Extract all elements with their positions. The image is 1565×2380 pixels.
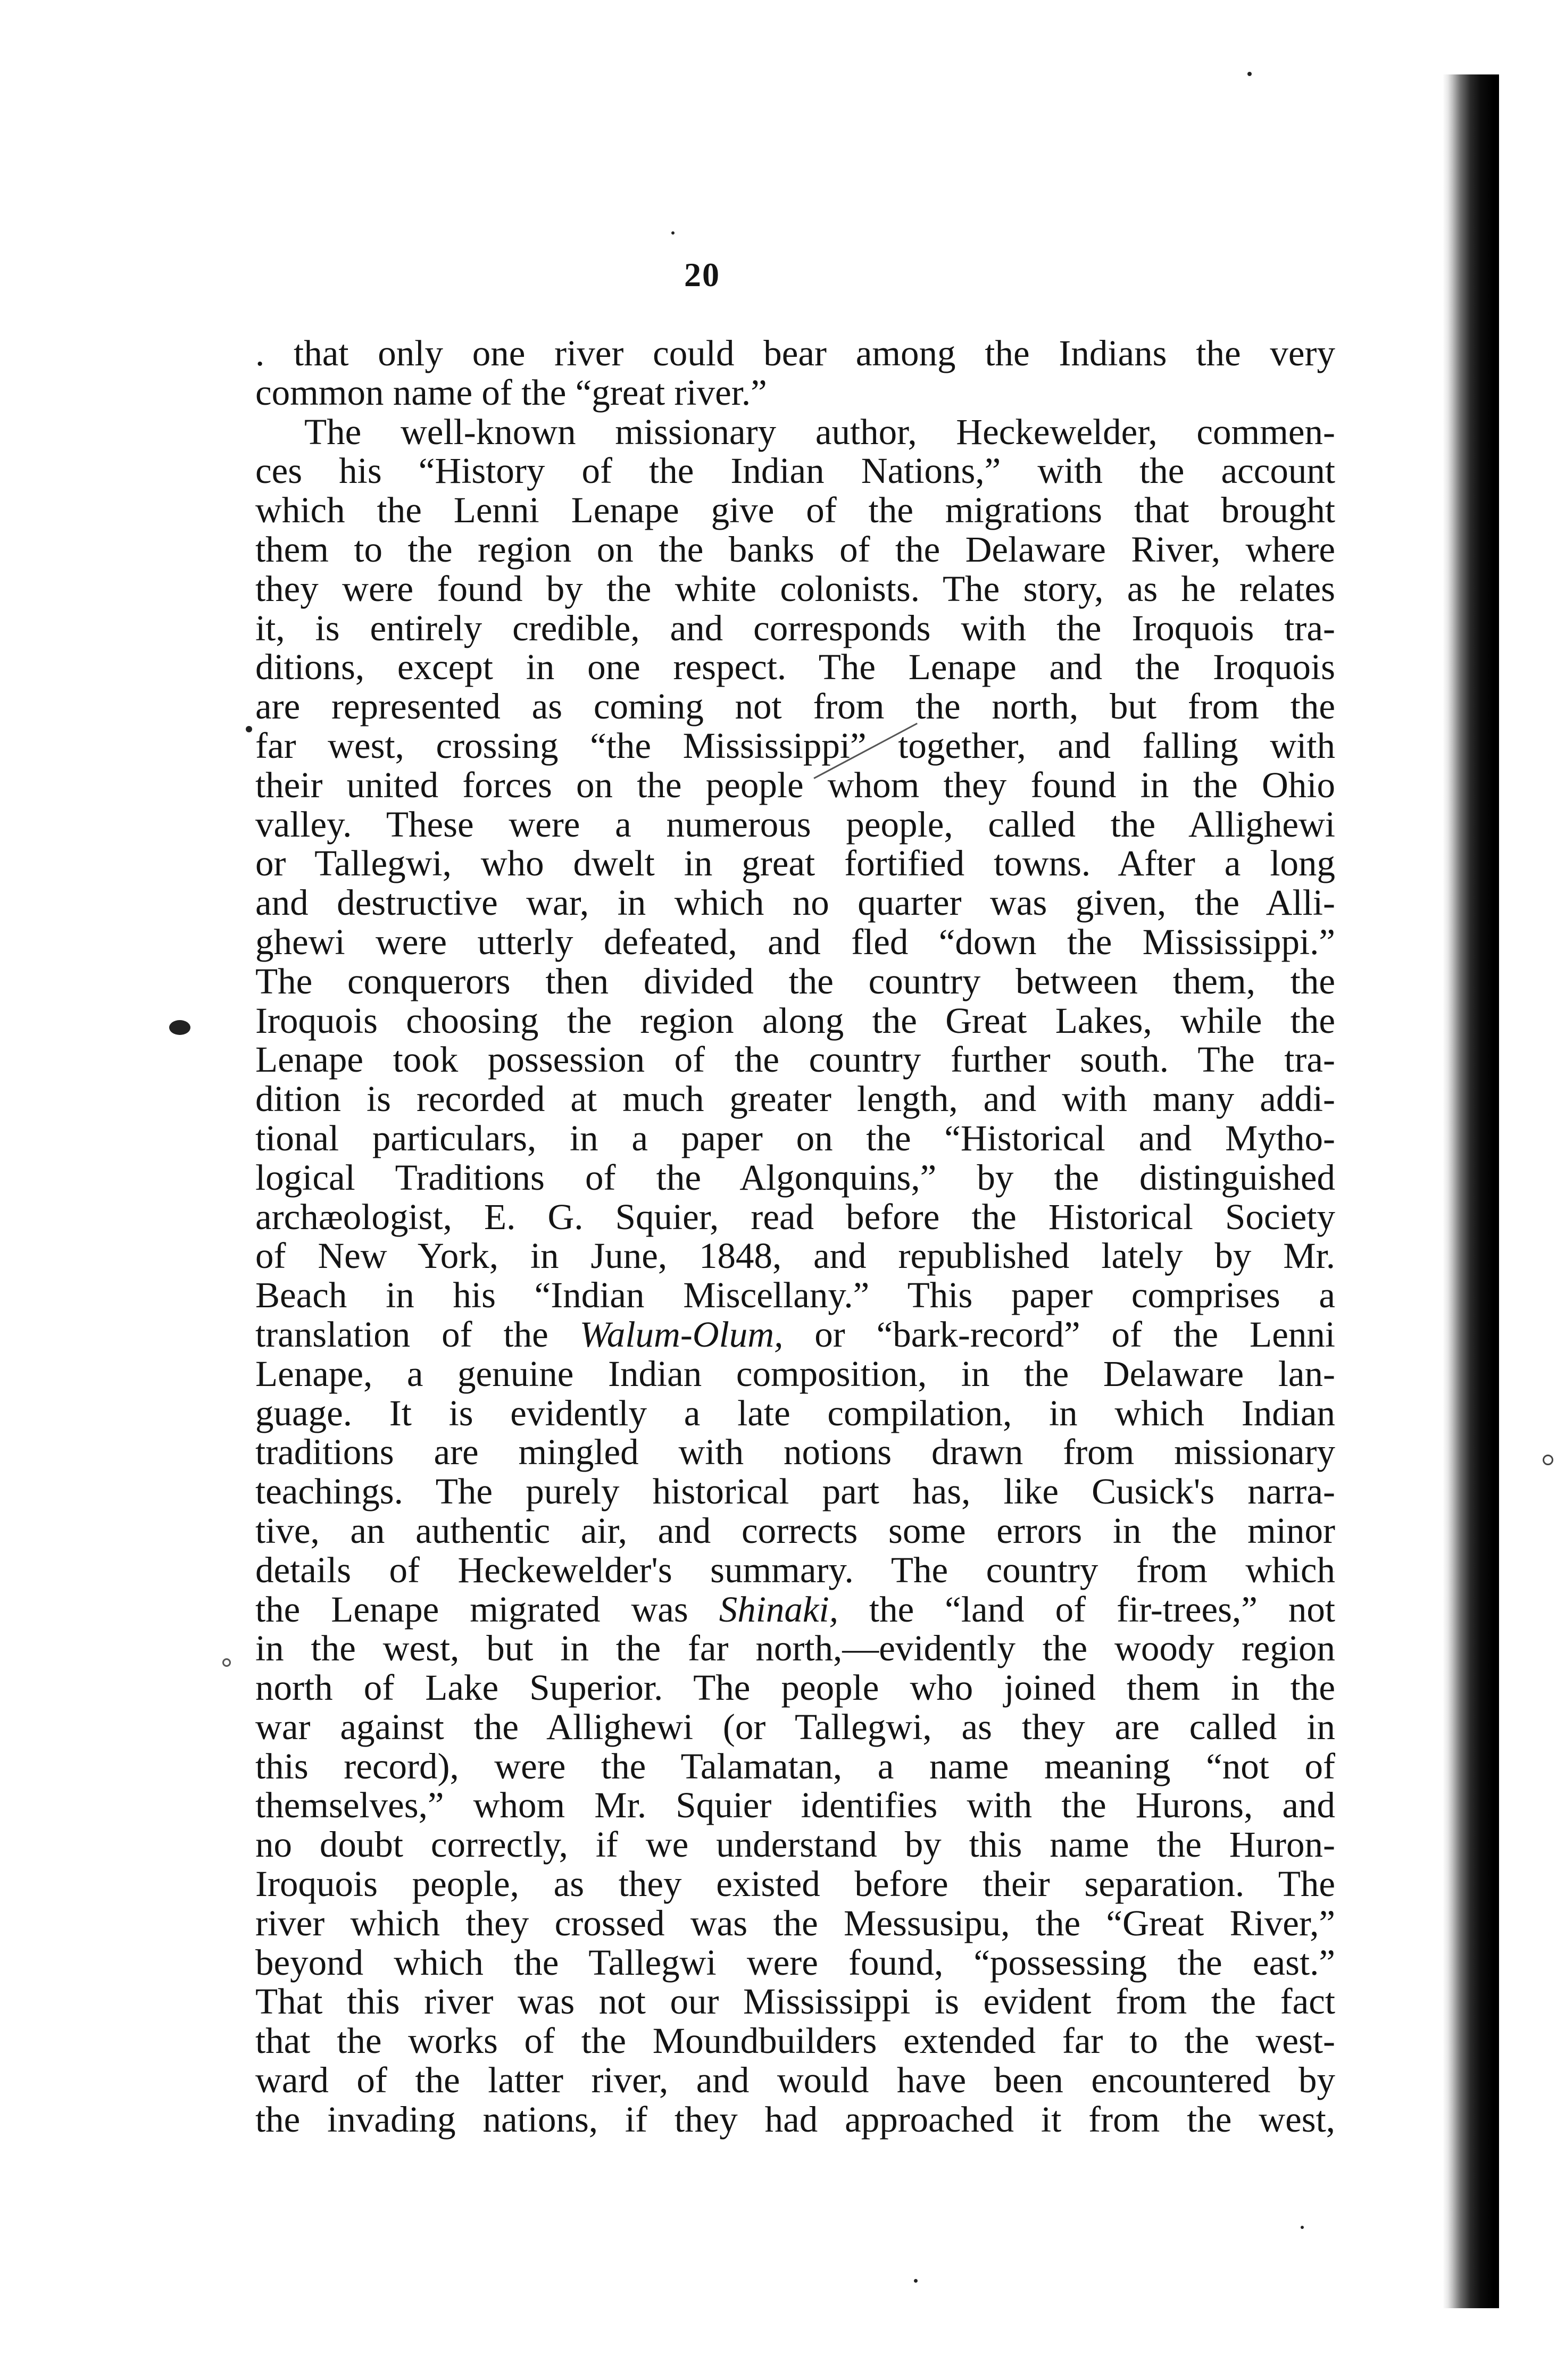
text-line: are represented as coming not from the north, but from the: [255, 686, 1335, 727]
text-line: details of Heckewelder's summary. The country from which: [255, 1549, 1335, 1590]
text-line: archæologist, E. G. Squier, read before the Historical Society: [255, 1196, 1335, 1237]
text-line-with-italic: [255, 1590, 1335, 1630]
line-text: the Lenape migrated was: [255, 1589, 719, 1630]
text-line: valley. These were a numerous people, called the Allighewi: [255, 804, 1335, 845]
text-line: this record), were the Talamatan, a name meaning “not of: [255, 1746, 1335, 1786]
text-line: teachings. The purely historical part has, like Cusick's narra-: [255, 1471, 1335, 1512]
text-line: far west, crossing “the Mississippi” together, and falling with: [255, 725, 1335, 766]
text-line: Lenape took possession of the country further south. The tra-: [255, 1039, 1335, 1080]
text-line: Beach in his “Indian Miscellany.” This paper comprises a: [255, 1275, 1335, 1316]
paragraph-first-line: The well-known missionary author, Heckewelder, commen-: [304, 411, 1335, 452]
text-line: that the works of the Moundbuilders extended far to the west-: [255, 2020, 1335, 2061]
body-text: [255, 334, 1335, 2140]
text-line: in the west, but in the far north,—evidently the woody region: [255, 1628, 1335, 1669]
text-line: ces his “History of the Indian Nations,” with the account: [255, 450, 1335, 491]
text-line: north of Lake Superior. The people who joined them in the: [255, 1667, 1335, 1708]
text-line-with-italic: [255, 1315, 1335, 1355]
text-line: Iroquois choosing the region along the Great Lakes, while the: [255, 1000, 1335, 1041]
text-line: tive, an authentic air, and corrects some errors in the minor: [255, 1510, 1335, 1551]
book-spine-edge: [1493, 74, 1499, 2308]
text-line: river which they crossed was the Messusipu, the “Great River,”: [255, 1902, 1335, 1943]
text-line: tional particulars, in a paper on the “Historical and Mytho-: [255, 1117, 1335, 1158]
text-line: ghewi were utterly defeated, and fled “down the Mississippi.”: [255, 921, 1335, 962]
line-text: the “land of fir-trees,” not: [838, 1589, 1335, 1630]
text-line: they were found by the white colonists. The story, as he relates: [255, 568, 1335, 609]
text-line: no doubt correctly, if we understand by this name the Huron-: [255, 1824, 1335, 1865]
text-line: beyond which the Tallegwi were found, “possessing the east.”: [255, 1942, 1335, 1983]
ink-speck: [671, 231, 675, 235]
italic-term-shinaki: Shinaki,: [719, 1589, 838, 1630]
book-spine-shadow: [1443, 74, 1493, 2308]
text-line: ward of the latter river, and would have been encountered by: [255, 2060, 1335, 2101]
text-line: or Tallegwi, who dwelt in great fortified towns. After a long: [255, 843, 1335, 884]
text-line: . that only one river could bear among the Indians the very: [255, 333, 1335, 373]
text-line: their united forces on the people whom they found in the Ohio: [255, 764, 1335, 805]
italic-term-walum-olum: Walum-Olum,: [579, 1314, 784, 1355]
text-line: war against the Allighewi (or Tallegwi, as they are called in: [255, 1706, 1335, 1747]
text-line: of New York, in June, 1848, and republished lately by Mr.: [255, 1235, 1335, 1276]
text-line: Iroquois people, as they existed before their separation. The: [255, 1864, 1335, 1905]
text-line: themselves,” whom Mr. Squier identifies with the Hurons, and: [255, 1785, 1335, 1826]
text-line: The conquerors then divided the country between them, the: [255, 961, 1335, 1001]
ink-speck: [222, 1658, 231, 1667]
ink-speck: [1247, 72, 1252, 76]
ink-speck: [246, 726, 252, 732]
text-line: the invading nations, if they had approached it from the west,: [255, 2099, 1335, 2140]
text-line: guage. It is evidently a late compilation, in which Indian: [255, 1392, 1335, 1433]
text-line: That this river was not our Mississippi is evident from the fact: [255, 1981, 1335, 2022]
page-number: 20: [684, 256, 720, 294]
text-line: which the Lenni Lenape give of the migrations that brought: [255, 490, 1335, 531]
line-text: translation of the: [255, 1314, 580, 1355]
ink-speck: [1301, 2226, 1304, 2229]
line-text: or “bark-record” of the Lenni: [783, 1314, 1335, 1355]
ink-speck: [1543, 1455, 1553, 1465]
text-line: ditions, except in one respect. The Lenape and the Iroquois: [255, 647, 1335, 688]
text-line: it, is entirely credible, and corresponds with the Iroquois tra-: [255, 607, 1335, 648]
ink-speck: [169, 1020, 190, 1035]
text-line: logical Traditions of the Algonquins,” by the distinguished: [255, 1157, 1335, 1198]
text-line: dition is recorded at much greater length, and with many addi-: [255, 1079, 1335, 1120]
text-line: Lenape, a genuine Indian composition, in the Delaware lan-: [255, 1353, 1335, 1394]
ink-speck: [914, 2279, 918, 2283]
text-line: common name of the “great river.”: [255, 372, 767, 413]
text-line: them to the region on the banks of the Delaware River, where: [255, 529, 1335, 570]
text-line: traditions are mingled with notions drawn from missionary: [255, 1432, 1335, 1473]
text-line: and destructive war, in which no quarter was given, the Alli-: [255, 882, 1335, 923]
